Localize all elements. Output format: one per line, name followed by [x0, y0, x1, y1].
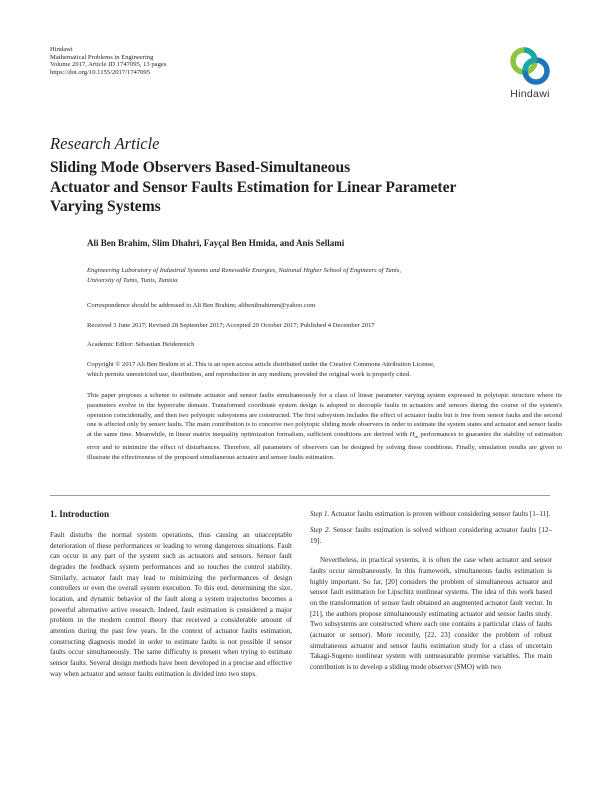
infinity-subscript: ∞ [414, 434, 419, 441]
left-column [50, 530, 292, 679]
step-text: Sensor faults estimation is solved without considering actuator faults [12–19]. [310, 526, 552, 545]
hindawi-logo [498, 44, 562, 106]
author-list: Ali Ben Brahim, Slim Dhahri, Fayçal Ben Hmida, and Anis Sellami [87, 238, 345, 248]
abstract [87, 391, 562, 463]
h-infinity-symbol: H [409, 431, 415, 439]
right-column [310, 509, 552, 673]
copyright-notice [87, 360, 562, 380]
step-label: Step 1. [310, 510, 330, 518]
section-heading-introduction: 1. Introduction [50, 509, 110, 519]
section-divider [50, 495, 550, 496]
abstract-text: This paper proposes a scheme to estimate actuator and sensor faults simultaneously for a class of linear parameter varying system expressed in polytopic structure where its parameters evolve in the hypercube domain. Transformed coordinate system design is adopted to decouple faults in actuators and sensors during the course of the system's operation coincidentally, and then two polytopic subsystems are constructed. The first subsystem includes the effect of actuator faults but is free from sensor faults and the second one is affected only by sensor faults. The main contribution is to conceive two polytopic sliding mode observers in order to estimate the system states and actuator and sensor faults at the same time. Meanwhile, in linear matrix inequality optimization formalism, sufficient conditions are derived with [87, 392, 562, 439]
affiliation [87, 266, 532, 286]
step-label: Step 2. [310, 526, 331, 535]
journal-header [50, 46, 166, 76]
body-paragraph: Nevertheless, in practical systems, it is often the case when actuator and sensor faults occur simultaneously. In this framework, simultaneous faults estimation is highly important. So far, [20] considers the problem of simultaneous actuator and sensor fault estimation for Lipschitz nonlinear systems. The idea of this work based on the transformation of sensor fault obtained an augmented actuator fault vector. In [21], the authors propose simultaneously estimating actuator and sensor faults study. Two subsystems are constructed where each one contains a particular class of faults (actuator or sensor). More recently, [22, 23] consider the problem of robust simultaneous actuator and sensor faults estimation study for a class of uncertain Takagi-Sugeno nonlinear system with unmeasurable premise variables. The main contribution is to develop a sliding mode observer (SMO) with two [310, 556, 552, 672]
logo-wordmark: Hindawi [510, 88, 550, 100]
volume-info: Volume 2017, Article ID 1747095, 13 pages [50, 61, 167, 69]
paper-title [50, 158, 550, 217]
abstract-text: performances to guarantee the stability of estimation error and to minimize the effect of disturbances. Therefore, all parameters of observers can be designed by solving these conditions. Finally, simulation results are given to illustrate the effectiveness of the proposed simultaneous actuator and sensor faults estimation. [87, 431, 563, 462]
publication-dates: Received 3 June 2017; Revised 28 September 2017; Accepted 29 October 2017; Published 4 December 2017 [87, 322, 375, 329]
hindawi-logo-icon [498, 44, 562, 88]
title-line: Sliding Mode Observers Based-Simultaneous [50, 159, 351, 176]
journal-name: Mathematical Problems in Engineering [50, 53, 154, 61]
academic-editor: Academic Editor: Sebastian Heidenreich [87, 341, 195, 348]
intro-paragraph: Fault disturbs the normal system operations, thus causing an unacceptable deterioration of these performances or leading to wrong dangerous situations. Fault can occur in any part of the system such as actuators and sensors. Sensor fault degrades the feedback system performances and so touches the control stability. Similarly, actuator fault may lead to minimizing the performances of design controllers or even the overall system execution. To this end, determining the size, location, and dynamic behavior of the fault along a system trajectories becomes a powerful alternative active research. Indeed, fault estimation is considered a major problem in the modern control theory that received a considerable amount of attention during the past few years. In the context of actuator faults estimation, constructing diagnosis model in order to estimate faults is not possible if sensor faults occur simultaneously. The same difficulty is present when trying to estimate sensor faults. Several design methods have been developed in a precise and effective way when actuator and sensor faults estimation is divided into two steps. [50, 531, 292, 678]
copyright-line: which permits unrestricted use, distribution, and reproduction in any medium, provided the original work is properly cited. [87, 371, 411, 378]
affiliation-line: University of Tunis, Tunis, Tunisia [87, 277, 178, 284]
publisher-name: Hindawi [50, 46, 73, 53]
step-1 [310, 509, 552, 520]
doi-link[interactable]: https://doi.org/10.1155/2017/1747095 [50, 68, 151, 76]
title-line: Varying Systems [50, 198, 161, 215]
title-line: Actuator and Sensor Faults Estimation for Linear Parameter [50, 178, 457, 196]
article-type: Research Article [50, 134, 160, 153]
correspondence: Correspondence should be addressed to Ali Ben Brahim; alibenibrahimm@yahoo.com [87, 302, 316, 309]
affiliation-line: Engineering Laboratory of Industrial Systems and Renewable Energies, National Higher School of Engineers of Tunis, [87, 267, 402, 274]
step-2 [310, 525, 552, 546]
step-text: Actuator faults estimation is proven without considering sensor faults [1–11]. [329, 510, 551, 518]
copyright-line: Copyright © 2017 Ali Ben Brahim et al. This is an open access article distributed under the Creative Commons Attribution License, [87, 361, 435, 368]
